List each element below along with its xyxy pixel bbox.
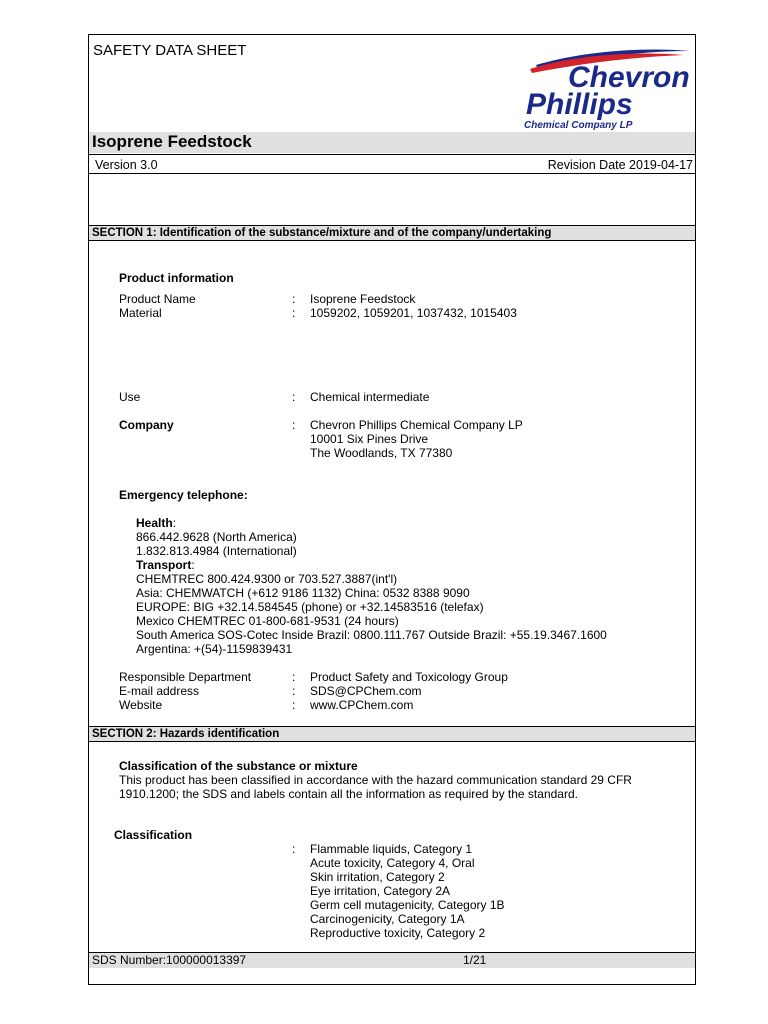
company-line: The Woodlands, TX 77380 [310, 446, 453, 460]
health-label: Health [136, 516, 173, 530]
health-line: 1.832.813.4984 (International) [136, 544, 297, 558]
classification-item: Acute toxicity, Category 4, Oral [310, 856, 475, 870]
material-label: Material [119, 306, 162, 320]
logo-phillips-text: Phillips [526, 88, 633, 121]
use-value: Chemical intermediate [310, 390, 430, 404]
health-label-line: Health: [136, 516, 177, 530]
classification-item: Reproductive toxicity, Category 2 [310, 926, 486, 940]
classification-item: Carcinogenicity, Category 1A [310, 912, 465, 926]
website-label: Website [119, 698, 163, 712]
company-line: 10001 Six Pines Drive [310, 432, 429, 446]
company-label: Company [119, 418, 174, 432]
material-value: 1059202, 1059201, 1037432, 1015403 [310, 306, 517, 320]
colon: : [292, 390, 296, 404]
classification-item: Flammable liquids, Category 1 [310, 842, 473, 856]
chevron-phillips-logo [524, 45, 692, 131]
logo-subtitle-text: Chemical Company LP [524, 120, 633, 131]
email-label: E-mail address [119, 684, 200, 698]
product-title: Isoprene Feedstock [92, 132, 252, 151]
emergency-heading: Emergency telephone: [119, 488, 248, 502]
transport-line: South America SOS-Cotec Inside Brazil: 0800.111.767 Outside Brazil: +55.19.3467.1600 [136, 628, 607, 642]
classification-item: Skin irritation, Category 2 [310, 870, 445, 884]
colon: : [292, 684, 296, 698]
version-text: Version 3.0 [95, 158, 158, 172]
divider [89, 173, 695, 174]
use-label: Use [119, 390, 141, 404]
classification-heading: Classification of the substance or mixture [119, 759, 358, 773]
transport-label-line: Transport: [136, 558, 195, 572]
colon: : [292, 670, 296, 684]
classification-text-line: This product has been classified in accordance with the hazard communication standard 29 CFR [119, 773, 632, 787]
classification-label: Classification [114, 828, 193, 842]
section-2-header: SECTION 2: Hazards identification [89, 726, 695, 742]
transport-line: CHEMTREC 800.424.9300 or 703.527.3887(int'l) [136, 572, 398, 586]
product-name-value: Isoprene Feedstock [310, 292, 416, 306]
sds-number: SDS Number:100000013397 [92, 953, 247, 967]
document-type-title: SAFETY DATA SHEET [93, 42, 247, 59]
transport-line: Argentina: +(54)-1159839431 [136, 642, 293, 656]
transport-line: EUROPE: BIG +32.14.584545 (phone) or +32.14583516 (telefax) [136, 600, 484, 614]
website-value: www.CPChem.com [310, 698, 414, 712]
health-line: 866.442.9628 (North America) [136, 530, 297, 544]
divider [89, 154, 695, 155]
colon: : [292, 306, 296, 320]
transport-label: Transport [136, 558, 192, 572]
classification-text-line: 1910.1200; the SDS and labels contain all the information as required by the standard. [119, 787, 578, 801]
revision-date: Revision Date 2019-04-17 [547, 158, 693, 172]
classification-item: Germ cell mutagenicity, Category 1B [310, 898, 505, 912]
product-name-label: Product Name [119, 292, 196, 306]
section-1-header: SECTION 1: Identification of the substance/mixture and of the company/undertaking [89, 225, 695, 241]
colon: : [292, 418, 296, 432]
colon: : [292, 292, 296, 306]
logo-chevron-text: Chevron [568, 61, 690, 94]
colon: : [292, 698, 296, 712]
transport-line: Asia: CHEMWATCH (+612 9186 1132) China: 0532 8388 9090 [136, 586, 470, 600]
classification-item: Eye irritation, Category 2A [310, 884, 451, 898]
responsible-dept-value: Product Safety and Toxicology Group [310, 670, 508, 684]
transport-line: Mexico CHEMTREC 01-800-681-9531 (24 hours) [136, 614, 399, 628]
colon: : [292, 842, 296, 856]
responsible-dept-label: Responsible Department [119, 670, 252, 684]
company-line: Chevron Phillips Chemical Company LP [310, 418, 523, 432]
product-info-heading: Product information [119, 271, 234, 285]
email-value: SDS@CPChem.com [310, 684, 422, 698]
page-number: 1/21 [463, 953, 487, 967]
